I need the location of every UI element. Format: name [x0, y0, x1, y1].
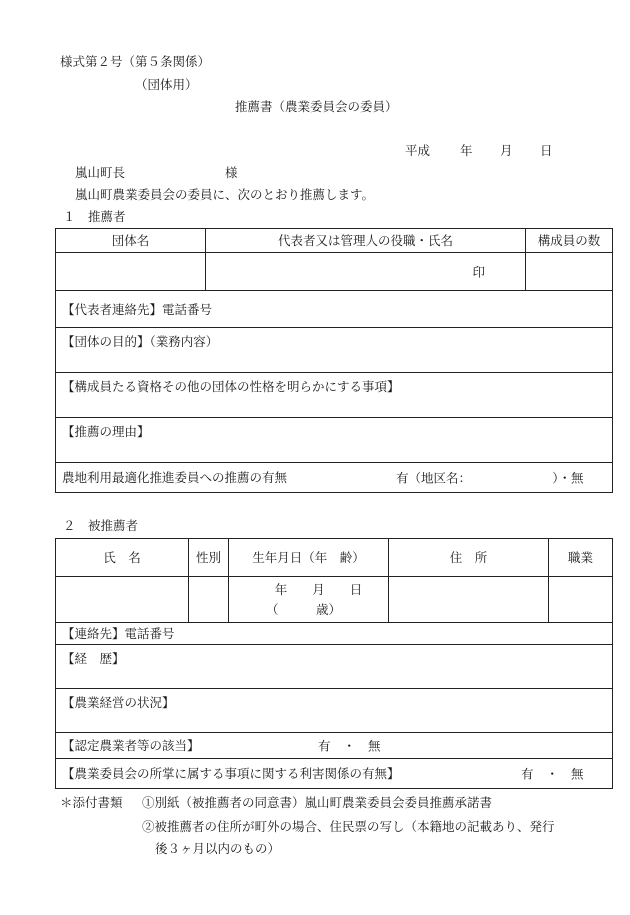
intro-text: 嵐山町農業委員会の委員に、次のとおり推薦します。: [75, 187, 375, 202]
col-occupation: 職業: [549, 539, 613, 577]
conflict-of-interest-row[interactable]: [56, 759, 613, 789]
promotion-committee-label: 農地利用最適化推進委員への推薦の有無: [62, 470, 288, 485]
farm-status-label: 【農業経営の状況】: [62, 695, 175, 710]
representative-field[interactable]: [206, 253, 526, 291]
birth-ymd: 年 月 日: [274, 581, 363, 597]
certified-farmer-options[interactable]: 有 ・ 無: [318, 738, 381, 753]
col-representative: 代表者又は管理人の役職・氏名: [206, 229, 526, 253]
history-label: 【経 歴】: [62, 651, 125, 666]
member-count-field[interactable]: [526, 253, 613, 291]
attachment-item-2: ②被推薦者の住所が町外の場合、住民票の写し（本籍地の記載あり、発行: [142, 819, 555, 834]
honorific: 様: [225, 165, 238, 180]
promotion-committee-row[interactable]: [56, 463, 613, 493]
sex-field[interactable]: [189, 577, 229, 623]
recommender-table: [55, 228, 613, 493]
promotion-committee-options[interactable]: 有（地区名： ）・無: [396, 470, 584, 485]
nominee-name-field[interactable]: [56, 577, 189, 623]
conflict-of-interest-options[interactable]: 有 ・ 無: [521, 766, 584, 781]
seal-mark: 印: [472, 264, 485, 279]
org-purpose-row[interactable]: [56, 328, 613, 373]
section2-heading: ２ 被推薦者: [63, 518, 139, 533]
form-type: （団体用）: [135, 77, 198, 92]
nominee-table: [55, 538, 613, 789]
date-era: 平成: [405, 143, 431, 158]
address-field[interactable]: [389, 577, 549, 623]
org-nature-row[interactable]: [56, 373, 613, 418]
birth-age: （ 歳）: [265, 601, 341, 617]
col-nominee-name: 氏 名: [56, 539, 189, 577]
history-row[interactable]: [56, 645, 613, 689]
certified-farmer-row[interactable]: [56, 733, 613, 759]
attachments-label: ＊添付書類: [60, 795, 123, 810]
date-month: 月: [500, 143, 513, 158]
nominee-contact-row[interactable]: 【連絡先】電話番号: [56, 623, 613, 645]
page-title: 推薦書（農業委員会の委員）: [235, 99, 398, 114]
recommend-reason-row[interactable]: [56, 418, 613, 463]
occupation-field[interactable]: [549, 577, 613, 623]
col-birthdate: 生年月日（年 齢）: [229, 539, 389, 577]
date-day: 日: [540, 143, 553, 158]
col-address: 住 所: [389, 539, 549, 577]
rep-contact-row[interactable]: 【代表者連絡先】電話番号: [56, 291, 613, 328]
form-number: 様式第２号（第５条関係）: [60, 54, 211, 69]
org-nature-label: 【構成員たる資格その他の団体の性格を明らかにする事項】: [62, 379, 400, 394]
col-org-name: 団体名: [56, 229, 206, 253]
org-purpose-label: 【団体の目的】（業務内容）: [62, 334, 219, 349]
recommend-reason-label: 【推薦の理由】: [62, 424, 150, 439]
conflict-of-interest-label: 【農業委員会の所掌に属する事項に関する利害関係の有無】: [62, 766, 400, 781]
section1-heading: １ 推薦者: [63, 209, 126, 224]
attachment-item-1: ①別紙（被推薦者の同意書）嵐山町農業委員会委員推薦承諾書: [142, 795, 493, 810]
col-sex: 性別: [189, 539, 229, 577]
date-year: 年: [460, 143, 473, 158]
addressee: 嵐山町長: [75, 165, 126, 180]
certified-farmer-label: 【認定農業者等の該当】: [62, 738, 200, 753]
col-member-count: 構成員の数: [526, 229, 613, 253]
org-name-field[interactable]: [56, 253, 206, 291]
attachment-item-2-cont: 後３ヶ月以内のもの）: [155, 841, 281, 856]
birthdate-field[interactable]: [229, 577, 389, 623]
farm-status-row[interactable]: [56, 689, 613, 733]
